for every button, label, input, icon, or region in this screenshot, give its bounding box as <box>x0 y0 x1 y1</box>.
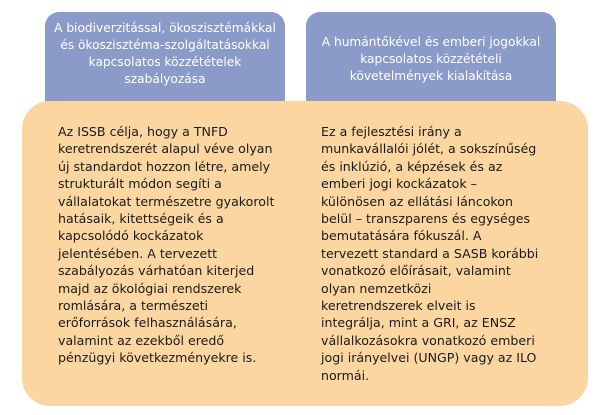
body-human-capital-text: Ez a fejlesztési irány a munkavállalói jólét, a sokszínűség és inklúzió, a képzések és az emberi jogi kockázatok – különösen az ellátási láncokon belül – transzparens és egységes bemutatására fókuszál. A tervezett standard a SASB korábbi vonatkozó előírásait, valamint olyan nemzetközi keretrendszerek elveit is integrálja, mint a GRI, az ENSZ vállalkozásokra vonatkozó emberi jogi irányelvei (UNGP) vagy az ILO normái. <box>321 124 539 383</box>
body-biodiversity-text: Az ISSB célja, hogy a TNFD keretrendszerét alapul véve olyan új standardot hozzon létre, amely strukturált módon segíti a vállalatokat természetre gyakorolt hatásaik, kitettségeik és a kapcsolódó kockázatok jelentésében. A tervezett szabályozás várhatóan kiterjed majd az ökológiai rendszerek romlására, a természeti erőforrások felhasználására, valamint az ezekből eredő pénzügyi következményekre is. <box>58 124 275 366</box>
header-human-capital-text: A humántőkével és emberi jogokkal kapcsolatos közzétételi követelmények kialakítása <box>321 35 541 83</box>
header-biodiversity-text: A biodiverzitással, ökoszisztémákkal és ökoszisztéma-szolgáltatásokkal kapcsolatos közzétételek szabályozása <box>54 21 276 86</box>
